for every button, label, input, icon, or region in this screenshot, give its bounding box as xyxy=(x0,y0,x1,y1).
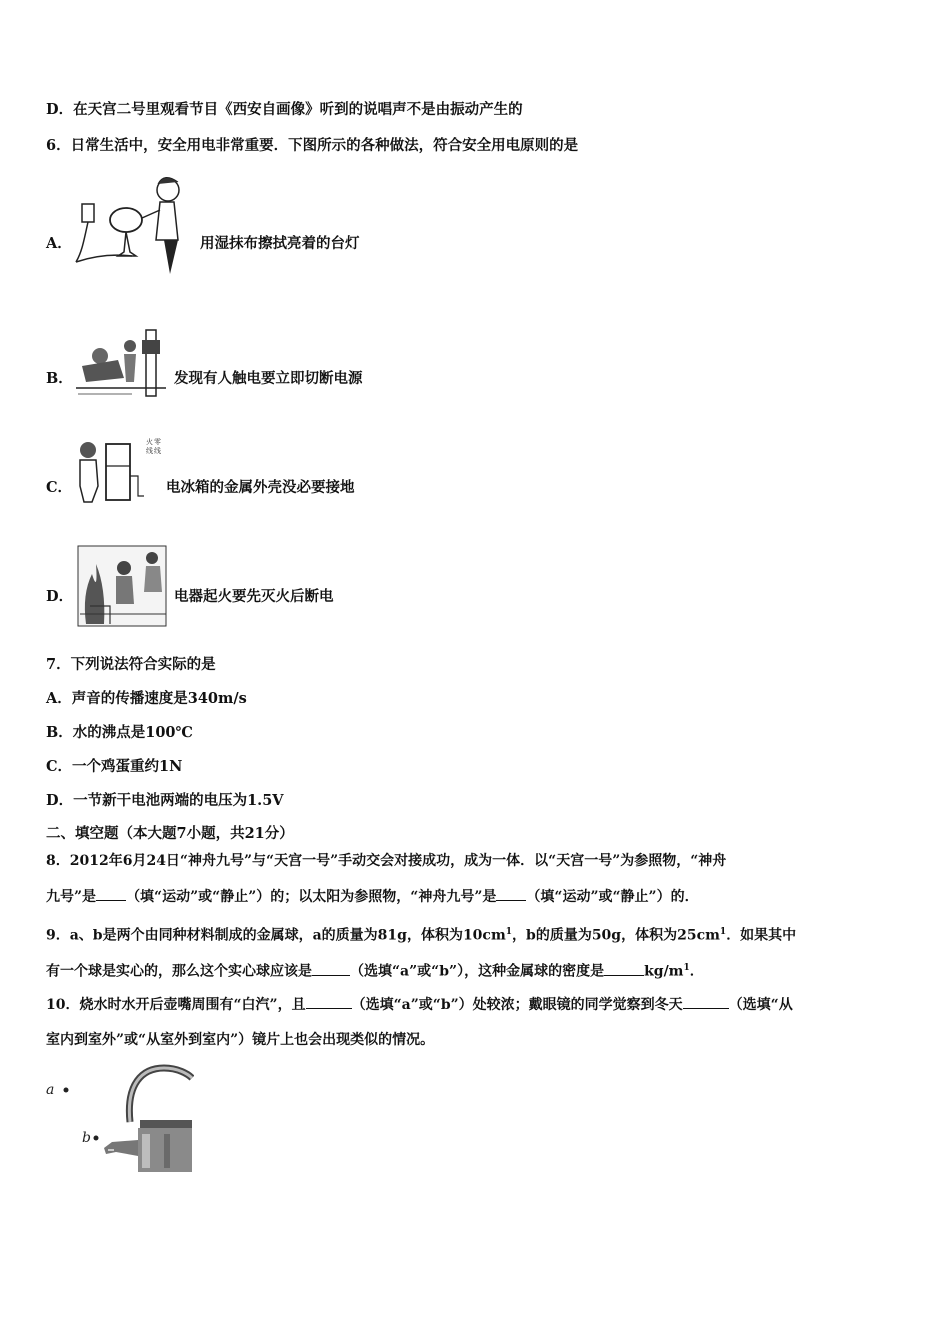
q10-text-1b: （选填“a”或“b”）处较浓；戴眼镜的同学觉察到冬天 xyxy=(351,997,683,1013)
q6-option-b-figure xyxy=(72,326,170,400)
q9-text-2a: 有一个球是实心的，那么这个实心球应该是 xyxy=(46,963,312,980)
q10-kettle-figure xyxy=(42,1064,194,1176)
q7-option-a: A．声音的传播速度是340m/s xyxy=(46,690,247,707)
q7-option-c: C．一个鸡蛋重约1N xyxy=(46,758,183,775)
q6-option-b-label: B． xyxy=(46,370,73,387)
point-b-dot xyxy=(94,1136,99,1141)
q6-option-c-label: C． xyxy=(46,479,73,496)
fig-c-label-2: 零 xyxy=(154,438,161,446)
point-a-dot xyxy=(64,1088,69,1093)
q8-blank-1[interactable] xyxy=(96,886,126,901)
q9-text-2c: kg/m xyxy=(644,963,684,980)
q9-text-1c: ．如果其中 xyxy=(726,927,797,944)
q6-option-a-text: 用湿抹布擦拭亮着的台灯 xyxy=(200,235,360,252)
q9-text-2d: ． xyxy=(689,963,704,980)
q10-blank-2[interactable] xyxy=(683,994,729,1009)
q9-sup-3: 1 xyxy=(683,963,690,973)
q8-line-1: 8．2012年6月24日“神舟九号”与“天宫一号”手动交会对接成功，成为一体．以“天宫一号”为参照物，“神舟 xyxy=(46,853,727,869)
q8-blank-2[interactable] xyxy=(496,886,526,901)
q6-option-a-label: A． xyxy=(46,235,72,252)
q9-text-1a: 9．a、b是两个由同种材料制成的金属球，a的质量为81g，体积为10cm xyxy=(46,927,506,944)
q6-option-d-text: 电器起火要先灭火后断电 xyxy=(174,588,334,605)
fig-c-label-4: 线 xyxy=(154,447,161,455)
q10-text-1a: 10．烧水时水开后壶嘴周围有“白汽”，且 xyxy=(46,997,306,1013)
q6-option-c-text: 电冰箱的金属外壳没必要接地 xyxy=(166,479,355,496)
q8-text-c: （填“运动”或“静止”）的． xyxy=(526,889,699,905)
fig-c-label-3: 线 xyxy=(146,447,153,455)
q8-text-a: 九号”是 xyxy=(46,889,97,905)
q6-option-d-label: D． xyxy=(46,588,74,605)
q9-line-1 xyxy=(46,922,796,946)
q6-option-d-figure xyxy=(76,544,170,628)
q7-stem: 7．下列说法符合实际的是 xyxy=(46,656,216,673)
q7-option-b: B．水的沸点是100℃ xyxy=(46,724,193,741)
q9-text-1b: ，b的质量为50g，体积为25cm xyxy=(512,927,720,944)
q9-blank-1[interactable] xyxy=(312,961,350,976)
section-heading: 二、填空题（本大题7小题，共21分） xyxy=(46,825,294,842)
q7-option-d: D．一节新干电池两端的电压为1.5V xyxy=(46,792,284,809)
fig-c-label-1: 火 xyxy=(146,438,153,446)
point-b-label: b xyxy=(82,1130,91,1146)
q10-text-1c: （选填“从 xyxy=(728,997,793,1013)
q10-line-1 xyxy=(46,994,793,1015)
q10-line-2: 室内到室外”或“从室外到室内”）镜片上也会出现类似的情况。 xyxy=(46,1032,435,1048)
q6-option-c-figure xyxy=(74,436,164,508)
q9-sup-1: 1 xyxy=(505,927,513,937)
q6-stem: 6．日常生活中，安全用电非常重要．下图所示的各种做法，符合安全用电原则的是 xyxy=(46,137,579,154)
q9-sup-2: 1 xyxy=(719,927,727,937)
q6-option-a-figure xyxy=(74,170,200,278)
q9-text-2b: （选填“a”或“b”），这种金属球的密度是 xyxy=(350,963,605,980)
q10-blank-1[interactable] xyxy=(306,994,352,1009)
point-a-label: a xyxy=(46,1082,55,1098)
q8-text-b: （填“运动”或“静止”）的；以太阳为参照物，“神舟九号”是 xyxy=(126,889,497,905)
q9-line-2 xyxy=(46,958,704,982)
q9-blank-2[interactable] xyxy=(604,961,644,976)
q8-line-2 xyxy=(46,886,699,907)
q5-option-d: D．在天宫二号里观看节目《西安自画像》听到的说唱声不是由振动产生的 xyxy=(46,101,523,118)
q6-option-b-text: 发现有人触电要立即切断电源 xyxy=(174,370,363,387)
